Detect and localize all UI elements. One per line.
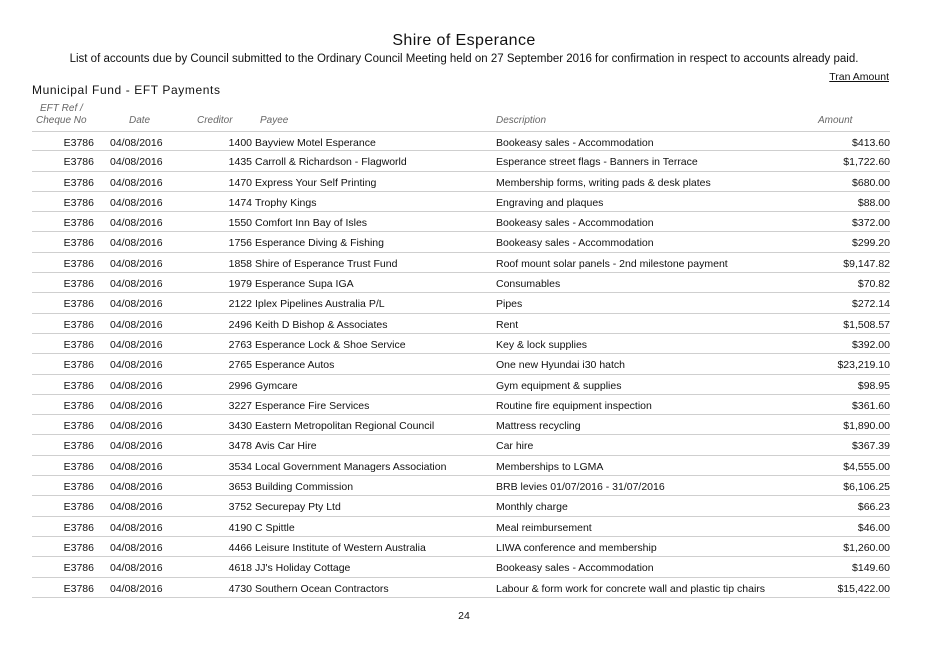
table-row [32,456,890,476]
cell-creditor: 3534 [228,460,252,473]
table-row [32,395,890,415]
cell-creditor: 1979 [228,278,252,291]
table-row [32,354,890,374]
cell-ref: E3786 [63,562,94,575]
cell-payee: Esperance Diving & Fishing [255,237,384,250]
cell-ref: E3786 [63,156,94,169]
table-row [32,496,890,516]
cell-description: Routine fire equipment inspection [496,399,652,412]
cell-creditor: 3478 [228,440,252,453]
cell-ref: E3786 [63,176,94,189]
table-row [32,232,890,252]
payments-table [32,131,890,598]
cell-creditor: 2122 [228,298,252,311]
cell-date: 04/08/2016 [110,298,163,311]
cell-payee: Carroll & Richardson - Flagworld [255,156,407,169]
cell-ref: E3786 [63,338,94,351]
cell-creditor: 1858 [228,257,252,270]
cell-ref: E3786 [63,420,94,433]
cell-ref: E3786 [63,379,94,392]
cell-date: 04/08/2016 [110,338,163,351]
cell-creditor: 1550 [228,217,252,230]
table-row [32,192,890,212]
cell-amount: $367.39 [852,440,890,453]
cell-description: Engraving and plaques [496,196,604,209]
cell-description: Esperance street flags - Banners in Terrace [496,156,698,169]
cell-payee: Express Your Self Printing [255,176,377,189]
cell-ref: E3786 [63,359,94,372]
cell-description: Key & lock supplies [496,338,588,351]
cell-ref: E3786 [63,501,94,514]
cell-payee: Trophy Kings [255,196,317,209]
cell-description: One new Hyundai i30 hatch [496,359,625,372]
cell-description: Roof mount solar panels - 2nd milestone payment [496,257,728,270]
cell-creditor: 2996 [228,379,252,392]
table-row [32,334,890,354]
cell-payee: Local Government Managers Association [255,460,447,473]
cell-amount: $23,219.10 [837,359,890,372]
table-row [32,172,890,192]
cell-description: Bookeasy sales - Accommodation [496,562,654,575]
cell-description: LIWA conference and membership [496,541,657,554]
cell-payee: Comfort Inn Bay of Isles [255,217,368,230]
table-row [32,293,890,313]
cell-amount: $1,260.00 [843,541,890,554]
cell-date: 04/08/2016 [110,420,163,433]
cell-payee: Securepay Pty Ltd [255,501,341,514]
cell-description: Bookeasy sales - Accommodation [496,237,654,250]
table-row [32,314,890,334]
cell-creditor: 4190 [228,521,252,534]
cell-description: Gym equipment & supplies [496,379,622,392]
cell-amount: $6,106.25 [843,481,890,494]
table-row [32,375,890,395]
column-header-date: Date [129,115,151,126]
cell-date: 04/08/2016 [110,460,163,473]
cell-ref: E3786 [63,257,94,270]
cell-description: Consumables [496,278,561,291]
cell-description: Memberships to LGMA [496,460,604,473]
cell-date: 04/08/2016 [110,318,163,331]
cell-payee: Esperance Supa IGA [255,278,354,291]
cell-amount: $149.60 [852,562,890,575]
cell-amount: $46.00 [857,521,890,534]
cell-date: 04/08/2016 [110,237,163,250]
cell-creditor: 3653 [228,481,252,494]
cell-ref: E3786 [63,298,94,311]
column-header-creditor: Creditor [197,115,233,126]
cell-payee: Building Commission [255,481,354,494]
column-header-amount: Amount [818,115,853,126]
table-row [32,435,890,455]
cell-date: 04/08/2016 [110,359,163,372]
page-title: Shire of Esperance [392,32,536,49]
page-subtitle: List of accounts due by Council submitted to the Ordinary Council Meeting held on 27 September 2016 for confirmation in respect to accounts already paid. [69,53,859,65]
cell-amount: $88.00 [857,196,890,209]
cell-amount: $98.95 [857,379,890,392]
cell-amount: $1,508.57 [843,318,890,331]
cell-payee: Esperance Autos [255,359,335,372]
cell-date: 04/08/2016 [110,399,163,412]
cell-creditor: 1435 [228,156,252,169]
cell-ref: E3786 [63,460,94,473]
cell-payee: Esperance Lock & Shoe Service [255,338,406,351]
cell-date: 04/08/2016 [110,137,163,149]
table-row [32,557,890,577]
cell-creditor: 2763 [228,338,252,351]
cell-description: Meal reimbursement [496,521,592,534]
cell-ref: E3786 [63,217,94,230]
cell-amount: $680.00 [852,176,890,189]
cell-creditor: 3752 [228,501,252,514]
cell-date: 04/08/2016 [110,501,163,514]
cell-date: 04/08/2016 [110,278,163,291]
cell-date: 04/08/2016 [110,562,163,575]
cell-date: 04/08/2016 [110,156,163,169]
cell-ref: E3786 [63,318,94,331]
cell-creditor: 1470 [228,176,252,189]
table-row [32,212,890,232]
cell-ref: E3786 [63,481,94,494]
column-header-description: Description [496,115,547,126]
table-row [32,578,890,598]
cell-payee: Iplex Pipelines Australia P/L [255,298,385,311]
cell-date: 04/08/2016 [110,481,163,494]
cell-description: Labour & form work for concrete wall and plastic tip chairs [496,582,766,595]
cell-creditor: 1474 [228,196,252,209]
cell-description: Rent [496,318,519,331]
cell-payee: C Spittle [255,521,295,534]
page-number: 24 [458,610,470,622]
cell-ref: E3786 [63,196,94,209]
cell-ref: E3786 [63,521,94,534]
cell-description: Monthly charge [496,501,568,514]
cell-amount: $1,890.00 [843,420,890,433]
cell-amount: $4,555.00 [843,460,890,473]
column-header-ref-line1: EFT Ref / [40,103,83,114]
cell-payee: JJ's Holiday Cottage [255,562,351,575]
cell-creditor: 4466 [228,541,252,554]
cell-description: BRB levies 01/07/2016 - 31/07/2016 [496,481,665,494]
cell-creditor: 2496 [228,318,252,331]
table-row [32,415,890,435]
cell-date: 04/08/2016 [110,196,163,209]
cell-amount: $361.60 [852,399,890,412]
cell-ref: E3786 [63,541,94,554]
cell-amount: $392.00 [852,338,890,351]
cell-date: 04/08/2016 [110,521,163,534]
fund-heading: Municipal Fund - EFT Payments [32,83,221,97]
cell-payee: Esperance Fire Services [255,399,370,412]
column-header-payee: Payee [260,115,289,126]
cell-description: Pipes [496,298,523,311]
cell-date: 04/08/2016 [110,379,163,392]
cell-date: 04/08/2016 [110,257,163,270]
cell-date: 04/08/2016 [110,582,163,595]
column-header-ref-line2: Cheque No [36,115,87,126]
cell-creditor: 4730 [228,582,252,595]
table-row [32,476,890,496]
cell-ref: E3786 [63,278,94,291]
cell-date: 04/08/2016 [110,176,163,189]
cell-description: Bookeasy sales - Accommodation [496,137,654,149]
cell-creditor: 4618 [228,562,252,575]
cell-amount: $66.23 [857,501,890,514]
cell-amount: $70.82 [857,278,890,291]
cell-amount: $1,722.60 [843,156,890,169]
cell-date: 04/08/2016 [110,217,163,230]
cell-payee: Keith D Bishop & Associates [255,318,388,331]
cell-amount: $15,422.00 [837,582,890,595]
cell-creditor: 3430 [228,420,252,433]
cell-ref: E3786 [63,137,94,149]
table-row [32,537,890,557]
cell-creditor: 2765 [228,359,252,372]
table-row [32,131,890,151]
cell-description: Mattress recycling [496,420,581,433]
cell-ref: E3786 [63,440,94,453]
cell-amount: $9,147.82 [843,257,890,270]
cell-date: 04/08/2016 [110,541,163,554]
table-row [32,151,890,171]
cell-payee: Avis Car Hire [255,440,317,453]
cell-amount: $372.00 [852,217,890,230]
cell-creditor: 1756 [228,237,252,250]
cell-amount: $299.20 [852,237,890,250]
cell-ref: E3786 [63,582,94,595]
table-row [32,273,890,293]
cell-ref: E3786 [63,237,94,250]
cell-payee: Shire of Esperance Trust Fund [255,257,398,270]
cell-description: Bookeasy sales - Accommodation [496,217,654,230]
cell-payee: Eastern Metropolitan Regional Council [255,420,435,433]
cell-payee: Bayview Motel Esperance [255,137,376,149]
cell-ref: E3786 [63,399,94,412]
table-row [32,517,890,537]
cell-creditor: 1400 [228,137,252,149]
tran-amount-label: Tran Amount [829,71,889,83]
cell-payee: Southern Ocean Contractors [255,582,389,595]
cell-amount: $272.14 [852,298,890,311]
table-row [32,253,890,273]
cell-payee: Gymcare [255,379,298,392]
cell-description: Membership forms, writing pads & desk plates [496,176,711,189]
cell-creditor: 3227 [228,399,252,412]
cell-payee: Leisure Institute of Western Australia [255,541,426,554]
cell-date: 04/08/2016 [110,440,163,453]
cell-amount: $413.60 [852,137,890,149]
cell-description: Car hire [496,440,534,453]
